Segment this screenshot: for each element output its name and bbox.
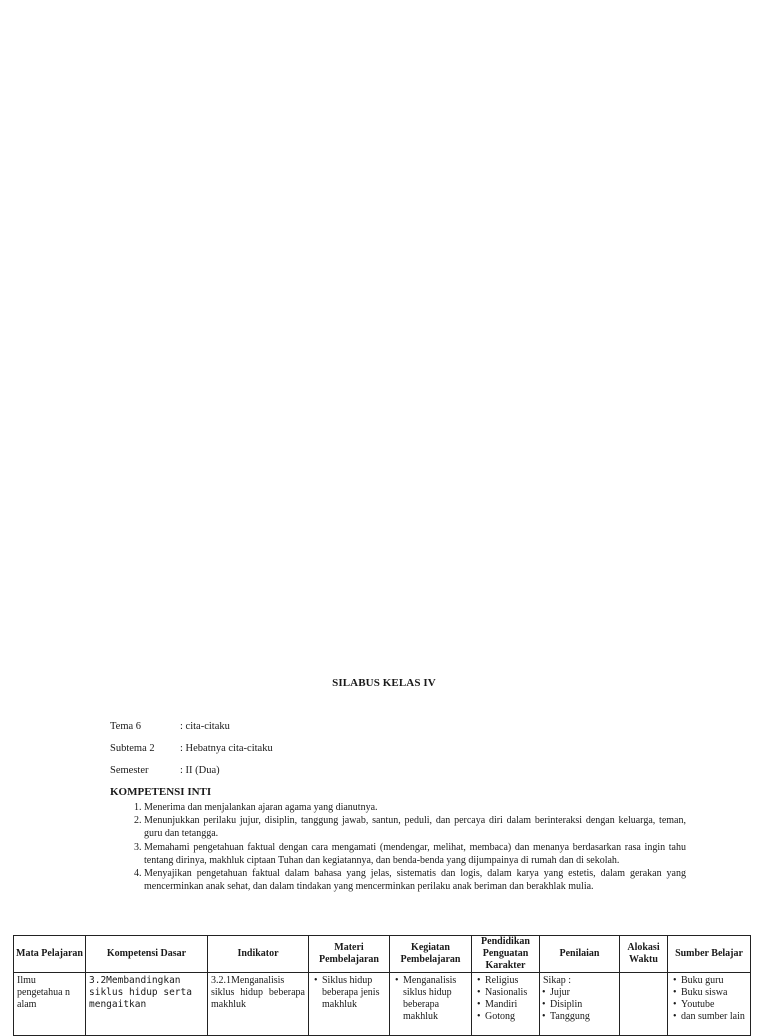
list-item: • Buku guru (681, 975, 747, 987)
document-title: SILABUS KELAS IV (332, 677, 436, 689)
cell-karakter (472, 973, 540, 1036)
list-item: • Disiplin (550, 999, 616, 1011)
header-indikator: Indikator (208, 936, 309, 973)
header-alokasi: Alokasi Waktu (620, 936, 668, 973)
ki-heading: KOMPETENSI INTI (110, 786, 212, 798)
header-materi: Materi Pembelajaran (309, 936, 390, 973)
cell-kegiatan (390, 973, 472, 1036)
meta-value: : II (Dua) (180, 765, 220, 776)
ki-item: 1. Menerima dan menjalankan ajaran agama yang dianutnya. (144, 801, 686, 814)
table-header-row (14, 936, 751, 973)
meta-label: Semester (110, 765, 149, 776)
list-item: • Buku siswa (681, 987, 747, 999)
list-item: • Nasionalis (485, 987, 536, 999)
cell-sumber (668, 973, 751, 1036)
cell-penilaian (540, 973, 620, 1036)
ki-item: 4. Menyajikan pengetahuan faktual dalam bahasa yang jelas, sistematis dan logis, dalam karya yang estetis, dalam gerakan yang mencerminkan anak sehat, dan dalam tindakan yang mencerminkan perilaku anak beriman dan berakhlak mulia. (144, 867, 686, 893)
header-penilaian: Penilaian (540, 936, 620, 973)
header-kompetensi-dasar: Kompetensi Dasar (86, 936, 208, 973)
syllabus-table (13, 935, 751, 1036)
header-mata-pelajaran: Mata Pelajaran (14, 936, 86, 973)
ki-item: 3. Memahami pengetahuan faktual dengan cara mengamati (mendengar, melihat, membaca) dan menanya berdasarkan rasa ingin tahu tentang dirinya, makhluk ciptaan Tuhan dan kegiatannya, dan benda-benda yang dijumpainya di rumah dan di sekolah. (144, 841, 686, 867)
meta-label: Subtema 2 (110, 743, 155, 754)
list-item: • Youtube (681, 999, 747, 1011)
list-item: • Menganalisis siklus hidup beberapa makhluk (403, 975, 468, 1023)
cell-alokasi (620, 973, 668, 1036)
header-sumber: Sumber Belajar (668, 936, 751, 973)
list-item: • Jujur (550, 987, 616, 999)
meta-label: Tema 6 (110, 721, 142, 732)
cell-materi (309, 973, 390, 1036)
list-item: • Religius (485, 975, 536, 987)
header-kegiatan: Kegiatan Pembelajaran (390, 936, 472, 973)
list-item: • dan sumber lain (681, 1011, 747, 1023)
meta-subtema (110, 743, 273, 754)
header-karakter: Pendidikan Penguatan Karakter (472, 936, 540, 973)
meta-value: : cita-citaku (180, 721, 230, 732)
table-row (14, 973, 751, 1036)
list-item: • Gotong (485, 1011, 536, 1023)
list-item: • Tanggung (550, 1011, 616, 1023)
meta-semester (110, 765, 220, 776)
meta-value: : Hebatnya cita-citaku (180, 743, 273, 754)
ki-item: 2. Menunjukkan perilaku jujur, disiplin, tanggung jawab, santun, peduli, dan percaya diri dalam berinteraksi dengan keluarga, teman, guru dan tetangga. (144, 814, 686, 840)
cell-mata-pelajaran: Ilmu pengetahua n alam (14, 973, 86, 1036)
cell-kompetensi-dasar: 3.2Membandingkan siklus hidup serta mengaitkan (86, 973, 208, 1036)
meta-tema (110, 721, 230, 732)
penilaian-label: Sikap : (543, 975, 572, 986)
list-item: • Siklus hidup beberapa jenis makhluk (322, 975, 386, 1011)
list-item: • Mandiri (485, 999, 536, 1011)
cell-indikator: 3.2.1Menganalisis siklus hidup beberapa makhluk (208, 973, 309, 1036)
ki-list (110, 801, 686, 893)
